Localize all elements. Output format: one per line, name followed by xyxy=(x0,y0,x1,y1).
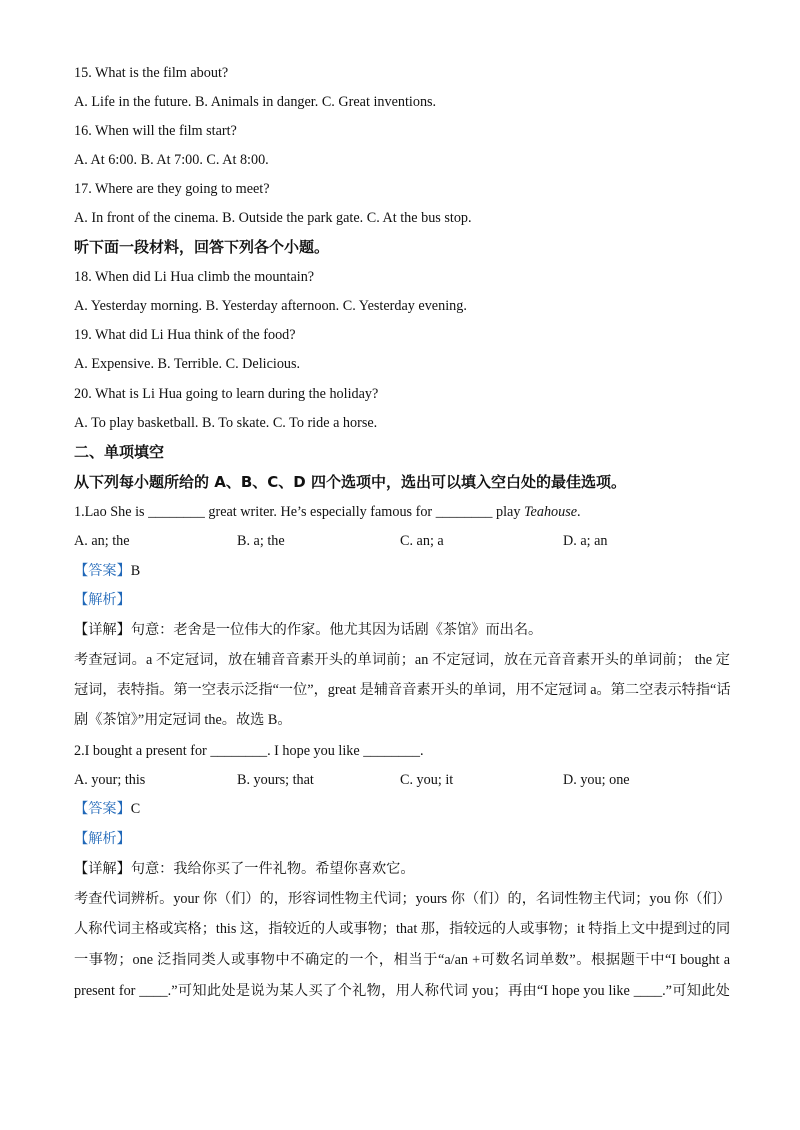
q1-stem-text: 1.Lao She is ________ great writer. He’s especially famous for ________ play xyxy=(74,504,524,520)
q1-explanation-line-1: 考查冠词。a 不定冠词，放在辅音音素开头的单词前；an 不定冠词，放在元音音素开头的单词前； the 定 xyxy=(74,652,730,668)
question-20-options: A. To play basketball. B. To skate. C. To ride a horse. xyxy=(74,415,378,431)
q1-stem-italic: Teahouse xyxy=(523,504,578,520)
q2-answer xyxy=(74,799,730,819)
q2-analysis-tag: 【解析】 xyxy=(74,831,131,847)
part2-instruction: 从下列每小题所给的 A、B、C、D 四个选项中，选出可以填入空白处的最佳选项。 xyxy=(74,473,626,491)
q1-option-d: D. a; an xyxy=(563,533,608,549)
question-18: 18. When did Li Hua climb the mountain? xyxy=(74,269,315,285)
q1-answer xyxy=(74,561,730,581)
detail-tag: 【详解】 xyxy=(74,622,131,638)
question-16: 16. When will the film start? xyxy=(74,123,237,139)
q1-answer-value: B xyxy=(130,563,141,579)
detail-tag: 【详解】 xyxy=(74,861,131,877)
q2-explanation-line-3: 一事物；one 泛指同类人或事物中不确定的一个，相当于“a/an +可数名词单数”。根据题干中“I bought a xyxy=(74,952,730,968)
question-15-options: A. Life in the future. B. Animals in danger. C. Great inventions. xyxy=(74,94,437,110)
q2-option-b: B. yours; that xyxy=(237,772,314,788)
q2-explanation-line-1: 考查代词辨析。your 你（们）的，形容词性物主代词；yours 你（们）的，名词性物主代词；you 你（们） xyxy=(74,891,731,907)
question-19: 19. What did Li Hua think of the food? xyxy=(74,327,296,343)
question-17: 17. Where are they going to meet? xyxy=(74,181,270,197)
answer-tag: 【答案】 xyxy=(74,563,131,579)
question-18-options: A. Yesterday morning. B. Yesterday afternoon. C. Yesterday evening. xyxy=(74,298,467,314)
part2-heading: 二、单项填空 xyxy=(74,443,165,461)
q1-analysis-tag: 【解析】 xyxy=(74,592,131,608)
q2-answer-value: C xyxy=(130,801,141,817)
q1-option-c: C. an; a xyxy=(400,533,444,549)
q2-explanation-line-2: 人称代词主格或宾格；this 这，指较近的人或事物；that 那，指较远的人或事物；it 特指上文中提到过的同 xyxy=(74,921,731,937)
q2-option-a: A. your; this xyxy=(74,772,146,788)
q1-option-a: A. an; the xyxy=(74,533,130,549)
q2-stem: 2.I bought a present for ________. I hope you like ________. xyxy=(74,743,424,759)
question-17-options: A. In front of the cinema. B. Outside the park gate. C. At the bus stop. xyxy=(74,210,472,226)
answer-tag: 【答案】 xyxy=(74,801,131,817)
q1-detail-text: 句意：老舍是一位伟大的作家。他尤其因为话剧《茶馆》而出名。 xyxy=(130,622,543,638)
q2-option-d: D. you; one xyxy=(563,772,630,788)
q2-option-c: C. you; it xyxy=(400,772,454,788)
listening-section-instruction: 听下面一段材料，回答下列各个小题。 xyxy=(74,238,330,256)
question-15: 15. What is the film about? xyxy=(74,65,229,81)
q1-option-b: B. a; the xyxy=(237,533,285,549)
q1-detail xyxy=(74,620,730,640)
q1-explanation-line-3: 剧《茶馆》”用定冠词 the。故选 B。 xyxy=(74,712,292,728)
q2-explanation-line-4: present for ____.”可知此处是说为某人买了个礼物，用人称代词 you；再由“I hope you like ____.”可知此处 xyxy=(74,983,730,999)
q1-stem-end: . xyxy=(577,504,581,520)
q2-detail-text: 句意：我给你买了一件礼物。希望你喜欢它。 xyxy=(130,861,415,877)
q1-stem xyxy=(74,502,730,522)
q1-explanation-line-2: 冠词，表特指。第一空表示泛指“一位”，great 是辅音音素开头的单词，用不定冠词 a。第二空表示特指“话 xyxy=(74,682,731,698)
question-16-options: A. At 6:00. B. At 7:00. C. At 8:00. xyxy=(74,152,269,168)
question-19-options: A. Expensive. B. Terrible. C. Delicious. xyxy=(74,356,301,372)
question-20: 20. What is Li Hua going to learn during the holiday? xyxy=(74,386,379,402)
q2-detail xyxy=(74,859,730,879)
